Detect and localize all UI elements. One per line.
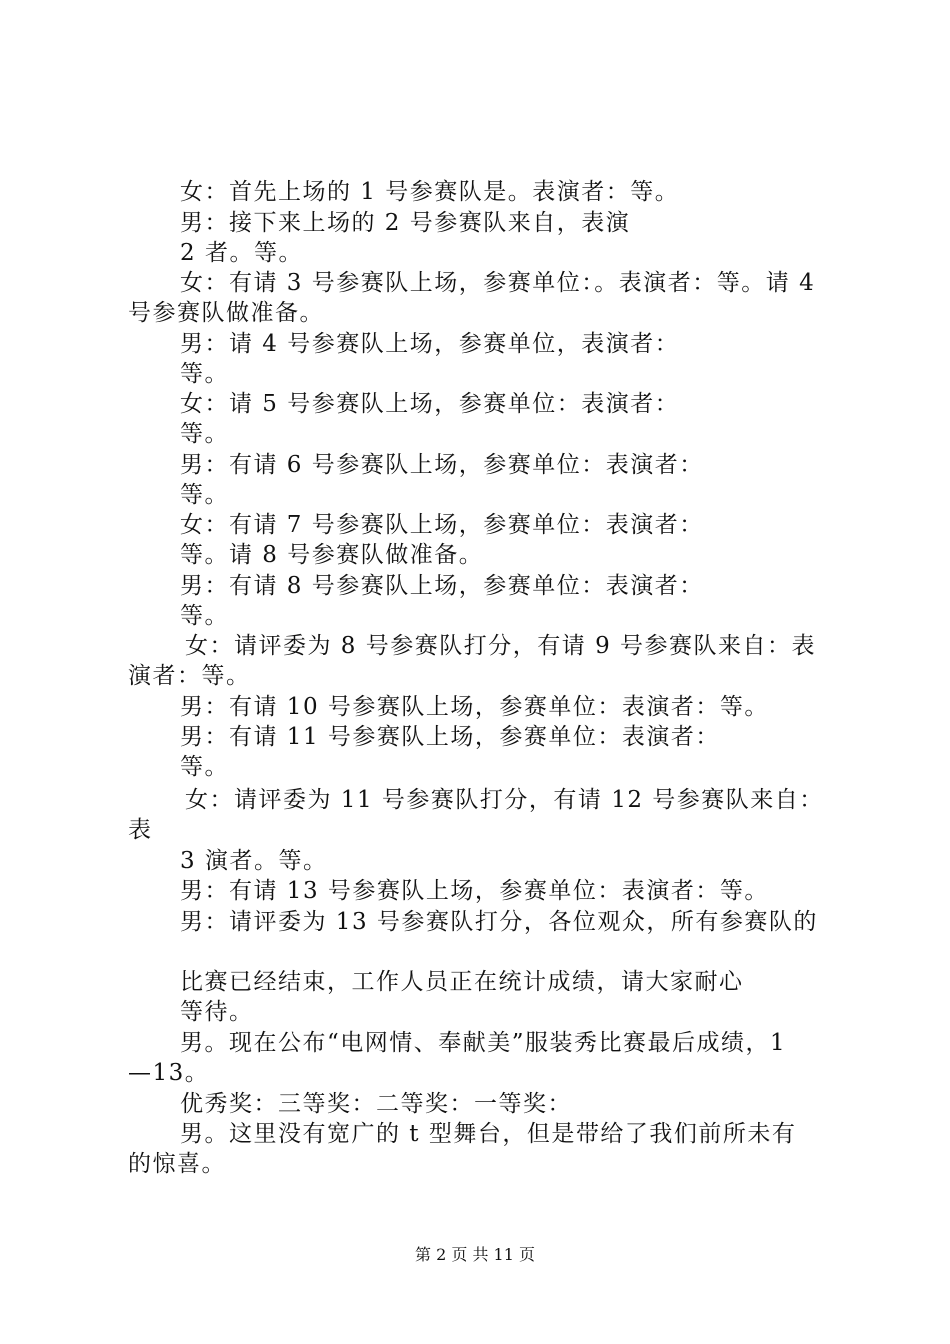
text-line: 等。	[180, 754, 229, 780]
text-line: 男：有请 13 号参赛队上场，参赛单位：表演者：等。	[180, 878, 769, 904]
text-line: 男：接下来上场的 2 号参赛队来自，表演	[180, 210, 631, 236]
text-line: 等。	[180, 603, 229, 629]
text-line: 3 演者。等。	[180, 848, 328, 874]
text-line: 女：首先上场的 1 号参赛队是。表演者：等。	[180, 179, 680, 205]
text-line: 男：有请 11 号参赛队上场，参赛单位：表演者：	[180, 724, 720, 750]
text-line: 优秀奖：三等奖：二等奖：一等奖：	[180, 1091, 572, 1117]
text-line: 等待。	[180, 999, 254, 1025]
text-line: 演者：等。	[128, 663, 251, 689]
text-line: 女：请 5 号参赛队上场，参赛单位：表演者：	[180, 391, 680, 417]
text-line: 男：请评委为 13 号参赛队打分，各位观众，所有参赛队的	[180, 909, 818, 935]
text-line: 表	[128, 817, 153, 843]
page-number-footer: 第 2 页 共 11 页	[415, 1245, 535, 1264]
text-line: 女：请评委为 11 号参赛队打分，有请 12 号参赛队来自：	[185, 787, 824, 813]
text-line: 女：请评委为 8 号参赛队打分，有请 9 号参赛队来自：表	[185, 633, 817, 659]
text-line: 的惊喜。	[128, 1151, 226, 1177]
text-line: —13。	[128, 1060, 210, 1086]
text-line: 女：有请 7 号参赛队上场，参赛单位：表演者：	[180, 512, 704, 538]
text-line: 等。	[180, 421, 229, 447]
text-line: 男：有请 8 号参赛队上场，参赛单位：表演者：	[180, 573, 704, 599]
text-line: 男。这里没有宽广的 t 型舞台，但是带给了我们前所未有	[180, 1121, 797, 1147]
text-line: 等。请 8 号参赛队做准备。	[180, 542, 484, 568]
text-line: 男。现在公布“电网情、奉献美”服装秀比赛最后成绩，1	[180, 1030, 787, 1056]
text-line: 等。	[180, 482, 229, 508]
text-line: 男：请 4 号参赛队上场，参赛单位，表演者：	[180, 331, 680, 357]
text-line: 男：有请 10 号参赛队上场，参赛单位：表演者：等。	[180, 694, 769, 720]
text-line: 号参赛队做准备。	[128, 300, 324, 326]
text-line: 女：有请 3 号参赛队上场，参赛单位：。表演者：等。请 4	[180, 270, 816, 296]
text-line: 2 者。等。	[180, 240, 303, 266]
text-line: 男：有请 6 号参赛队上场，参赛单位：表演者：	[180, 452, 704, 478]
text-line: 比赛已经结束，工作人员正在统计成绩，请大家耐心	[180, 969, 744, 995]
text-line: 等。	[180, 361, 229, 387]
